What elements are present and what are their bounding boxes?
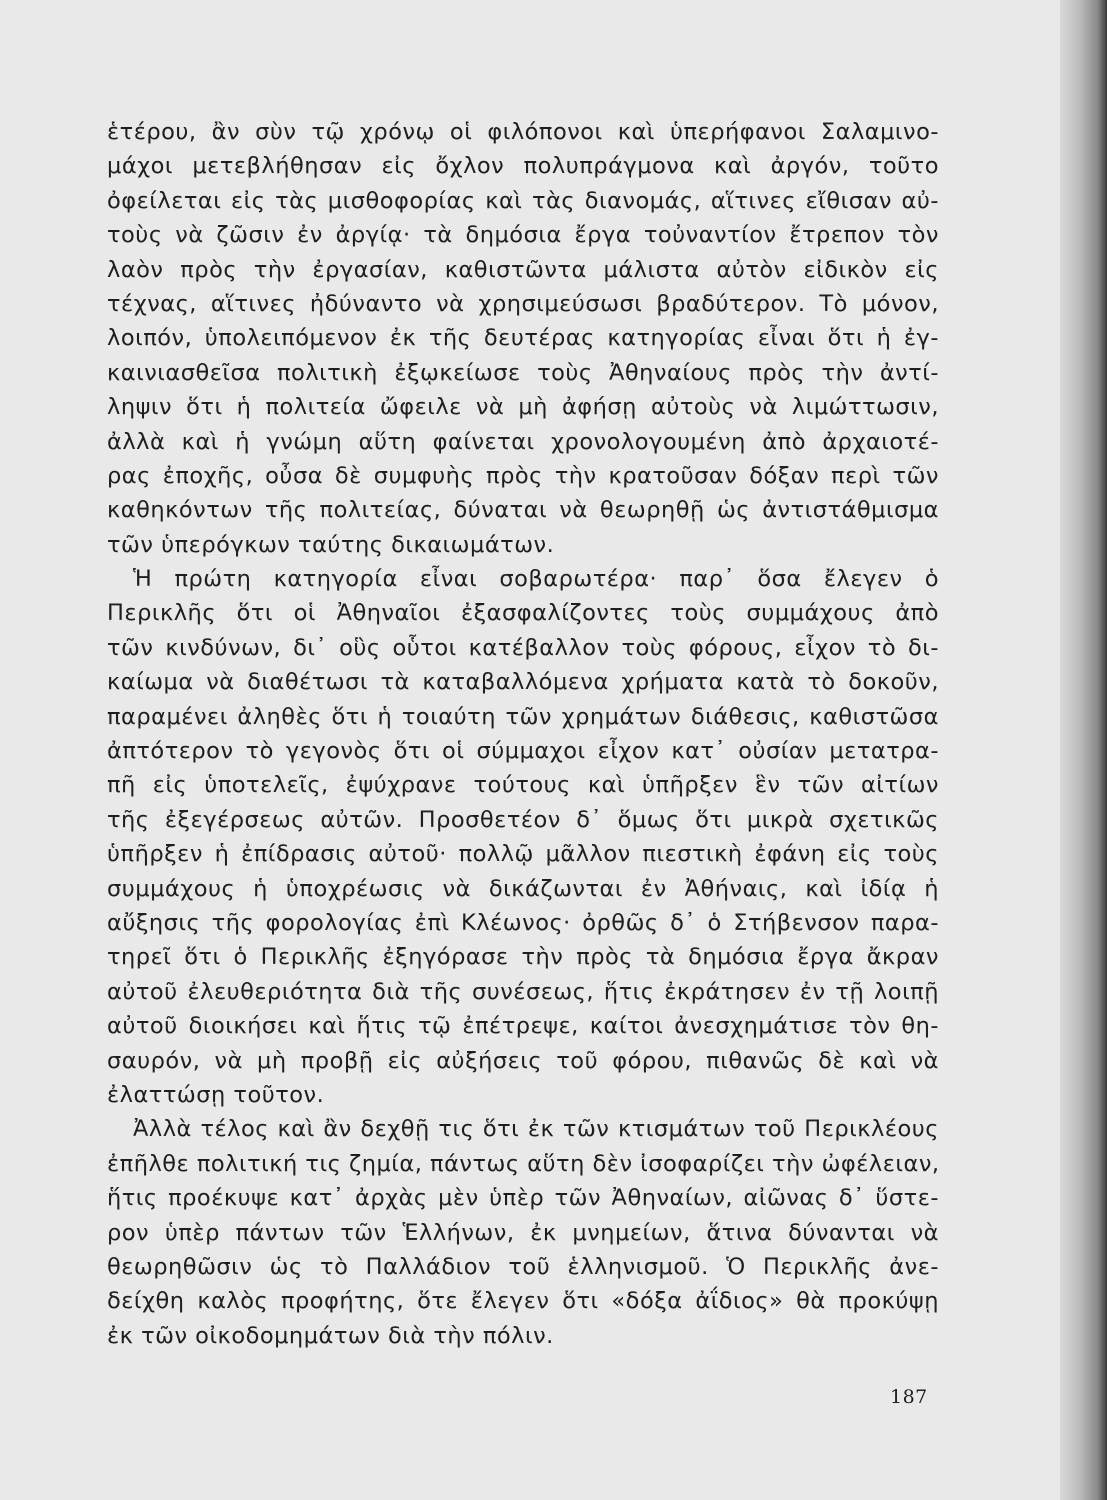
text-line: θεωρηθῶσιν ὡς τὸ Παλλάδιον τοῦ ἑλληνισμοῦ. Ὁ Περικλῆς ἀνε- xyxy=(107,1253,939,1280)
text-line: ἑτέρου, ἂν σὺν τῷ χρόνῳ οἱ φιλόπονοι καὶ ὑπερήφανοι Σαλαμινο- xyxy=(107,119,939,145)
text-line: ρον ὑπὲρ πάντων τῶν Ἑλλήνων, ἐκ μνημείων, ἅτινα δύνανται νὰ xyxy=(107,1219,939,1246)
text-line: αὐτοῦ διοικήσει καὶ ἥτις τῷ ἐπέτρεψε, καίτοι ἀνεσχημάτισε τὸν θη- xyxy=(107,1013,939,1040)
text-line: καίωμα νὰ διαθέτωσι τὰ καταβαλλόμενα χρήματα κατὰ τὸ δοκοῦν, xyxy=(107,669,939,696)
text-line: ἥτις προέκυψε κατ᾽ ἀρχὰς μὲν ὑπὲρ τῶν Ἀθηναίων, αἰῶνας δ᾽ ὕστε- xyxy=(107,1185,939,1212)
text-line: ληψιν ὅτι ἡ πολιτεία ὤφειλε νὰ μὴ ἀφήσῃ αὐτοὺς νὰ λιμώττωσιν, xyxy=(107,394,939,421)
text-line: μάχοι μετεβλήθησαν εἰς ὄχλον πολυπράγμονα καὶ ἀργόν, τοῦτο xyxy=(107,153,939,180)
text-line: Ἡ πρώτη κατηγορία εἶναι σοβαρωτέρα· παρ᾽ ὅσα ἔλεγεν ὁ xyxy=(133,566,939,593)
text-line: τοὺς νὰ ζῶσιν ἐν ἀργίᾳ· τὰ δημόσια ἔργα τοὐναντίον ἔτρεπον τὸν xyxy=(107,222,939,249)
text-line: τηρεῖ ὅτι ὁ Περικλῆς ἐξηγόρασε τὴν πρὸς τὰ δημόσια ἔργα ἄκραν xyxy=(107,944,939,971)
text-line: τῶν κινδύνων, δι᾽ οὓς οὗτοι κατέβαλλον τοὺς φόρους, εἶχον τὸ δι- xyxy=(107,634,939,661)
text-line: Ἀλλὰ τέλος καὶ ἂν δεχθῇ τις ὅτι ἐκ τῶν κτισμάτων τοῦ Περικλέους xyxy=(133,1116,939,1143)
text-line: καινιασθεῖσα πολιτικὴ ἐξῳκείωσε τοὺς Ἀθηναίους πρὸς τὴν ἀντί- xyxy=(107,359,939,386)
text-line: αὐτοῦ ἐλευθεριότητα διὰ τῆς συνέσεως, ἥτις ἐκράτησεν ἐν τῇ λοιπῇ xyxy=(107,978,939,1005)
text-line: Περικλῆς ὅτι οἱ Ἀθηναῖοι ἐξασφαλίζοντες τοὺς συμμάχους ἀπὸ xyxy=(107,600,939,627)
text-line: ἀλλὰ καὶ ἡ γνώμη αὕτη φαίνεται χρονολογουμένη ἀπὸ ἀρχαιοτέ- xyxy=(107,428,939,455)
text-line: λοιπόν, ὑπολειπόμενον ἐκ τῆς δευτέρας κατηγορίας εἶναι ὅτι ἡ ἐγ- xyxy=(107,325,939,352)
text-line: καθηκόντων τῆς πολιτείας, δύναται νὰ θεωρηθῇ ὡς ἀντιστάθμισμα xyxy=(107,497,939,524)
text-line: παραμένει ἀληθὲς ὅτι ἡ τοιαύτη τῶν χρημάτων διάθεσις, καθιστῶσα xyxy=(107,703,939,730)
page-number: 187 xyxy=(890,1386,928,1408)
text-line: τῆς ἐξεγέρσεως αὐτῶν. Προσθετέον δ᾽ ὅμως ὅτι μικρὰ σχετικῶς xyxy=(107,806,939,833)
text-line: ἐλαττώσῃ τοῦτον. xyxy=(107,1081,325,1108)
text-line: αὔξησις τῆς φορολογίας ἐπὶ Κλέωνος· ὀρθῶς δ᾽ ὁ Στήβενσον παρα- xyxy=(107,909,939,936)
text-line: τέχνας, αἵτινες ἠδύναντο νὰ χρησιμεύσωσι βραδύτερον. Τὸ μόνον, xyxy=(107,290,939,317)
body-text xyxy=(107,115,939,1353)
text-line: ρας ἐποχῆς, οὖσα δὲ συμφυὴς πρὸς τὴν κρατοῦσαν δόξαν περὶ τῶν xyxy=(107,462,939,489)
text-line: τῶν ὑπερόγκων ταύτης δικαιωμάτων. xyxy=(107,531,555,558)
text-line: ἐκ τῶν οἰκοδομημάτων διὰ τὴν πόλιν. xyxy=(107,1322,554,1349)
text-line: συμμάχους ἡ ὑποχρέωσις νὰ δικάζωνται ἐν Ἀθήναις, καὶ ἰδίᾳ ἡ xyxy=(107,875,939,902)
text-line: ὑπῆρξεν ἡ ἐπίδρασις αὐτοῦ· πολλῷ μᾶλλον πιεστικὴ ἐφάνη εἰς τοὺς xyxy=(107,841,939,868)
text-line: ἀπτότερον τὸ γεγονὸς ὅτι οἱ σύμμαχοι εἶχον κατ᾽ οὐσίαν μετατρα- xyxy=(107,738,939,765)
paragraph xyxy=(107,1112,939,1353)
text-line: σαυρόν, νὰ μὴ προβῇ εἰς αὐξήσεις τοῦ φόρου, πιθανῶς δὲ καὶ νὰ xyxy=(107,1047,939,1074)
text-line: πῆ εἰς ὑποτελεῖς, ἐψύχρανε τούτους καὶ ὑπῆρξεν ἓν τῶν αἰτίων xyxy=(107,772,939,799)
paragraph xyxy=(107,115,939,562)
page-edge-shadow xyxy=(1060,0,1107,1500)
text-line: δείχθη καλὸς προφήτης, ὅτε ἔλεγεν ὅτι «δόξα ἀΐδιος» θὰ προκύψῃ xyxy=(107,1288,939,1315)
paragraph xyxy=(107,562,939,1112)
text-line: ὀφείλεται εἰς τὰς μισθοφορίας καὶ τὰς διανομάς, αἵτινες εἴθισαν αὐ- xyxy=(107,187,939,214)
text-line: λαὸν πρὸς τὴν ἐργασίαν, καθιστῶντα μάλιστα αὐτὸν εἰδικὸν εἰς xyxy=(107,256,939,283)
text-line: ἐπῆλθε πολιτική τις ζημία, πάντως αὕτη δὲν ἰσοφαρίζει τὴν ὠφέλειαν, xyxy=(107,1150,940,1177)
